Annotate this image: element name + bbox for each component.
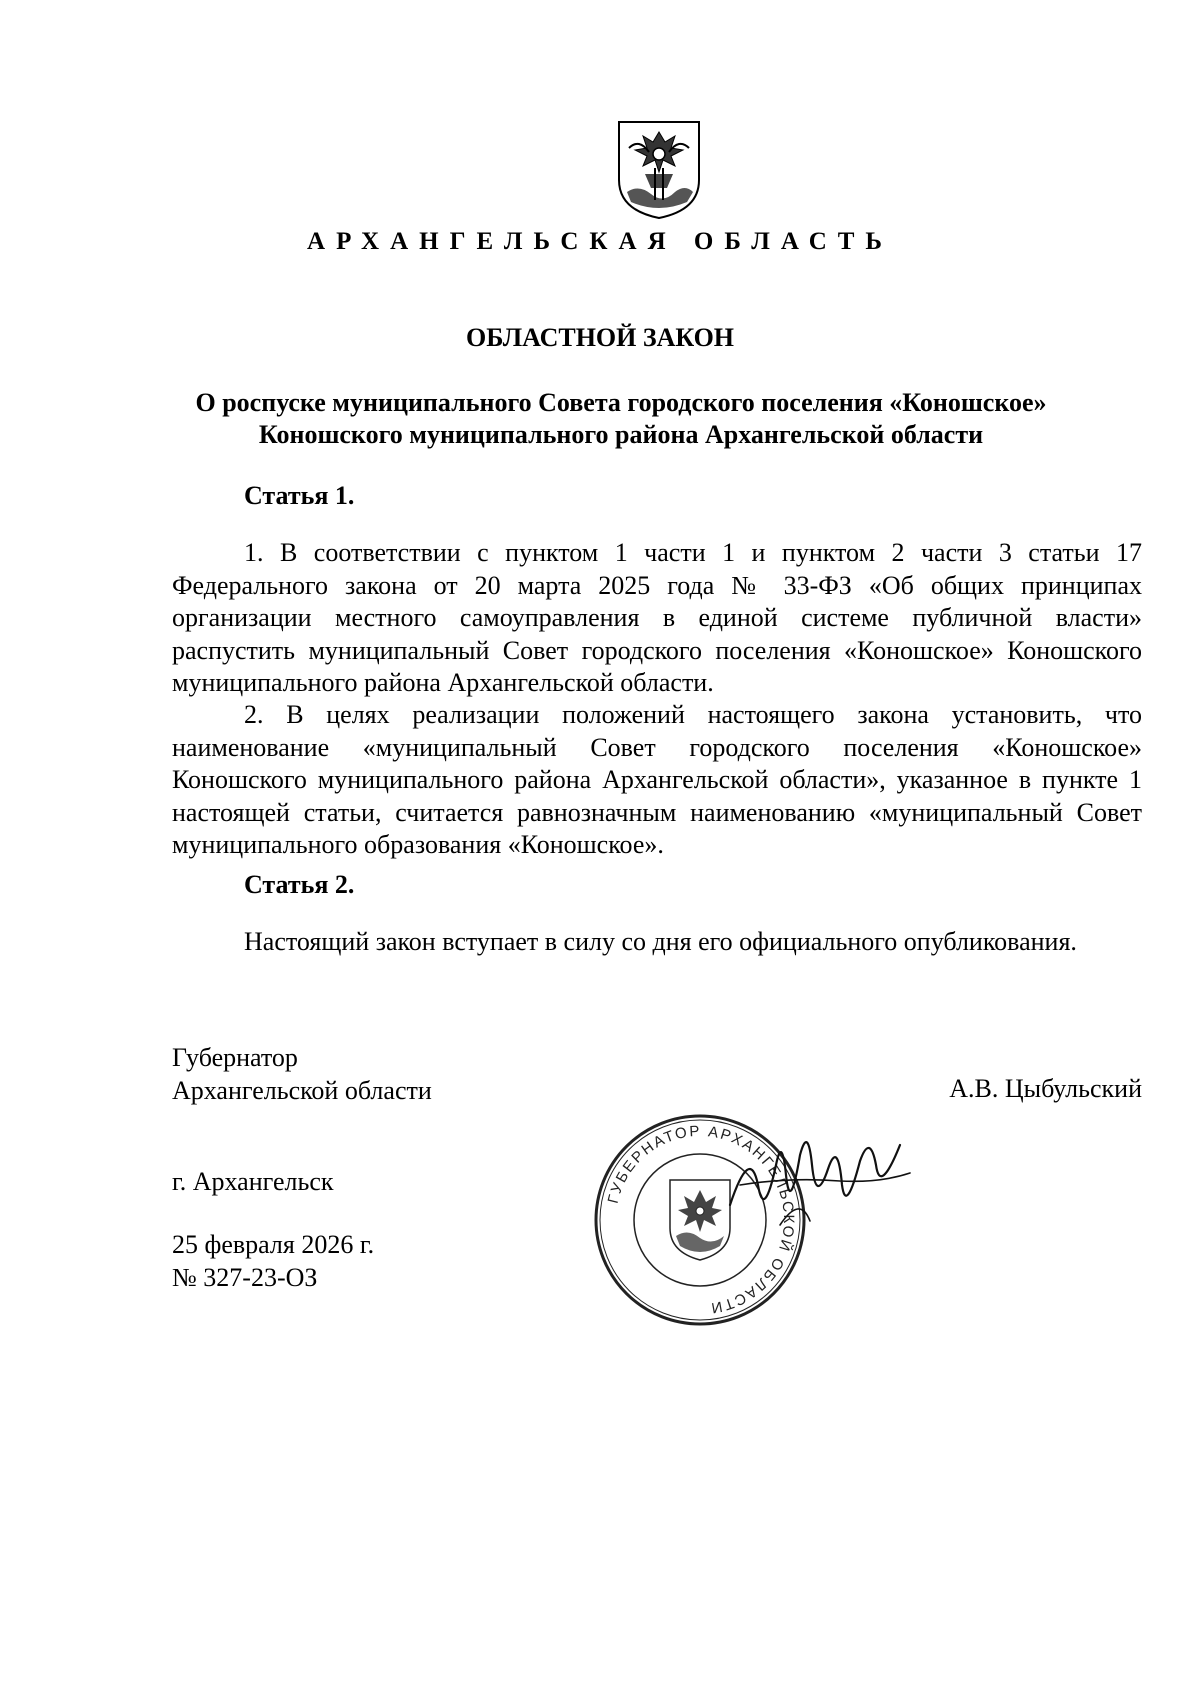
coat-of-arms-icon (615, 118, 703, 222)
handwritten-signature (720, 1125, 920, 1235)
article-1-heading: Статья 1. (244, 481, 355, 510)
svg-text:ГУБЕРНАТОР АРХАНГЕЛЬСКОЙ ОБЛАС: ГУБЕРНАТОР АРХАНГЕЛЬСКОЙ ОБЛАСТИ (604, 1122, 798, 1317)
governor-name: А.В. Цыбульский (949, 1074, 1142, 1103)
date-number-block (172, 1228, 374, 1294)
region-name: АРХАНГЕЛЬСКАЯ ОБЛАСТЬ (307, 228, 893, 255)
governor-position (172, 1041, 432, 1107)
article-1-paragraph-2: 2. В целях реализации положений настоящего закона установить, что наименование «муниципальный Совет городского поселения «Коношское» Коношского муниципального района Архангельской области», указанное в пункте 1 настоящей статьи, считается равнозначным наименованию «муниципальный Совет муниципального образования «Коношское». (172, 700, 1142, 859)
law-type-heading: ОБЛАСТНОЙ ЗАКОН (465, 323, 735, 352)
law-number: № 327-23-ОЗ (172, 1263, 318, 1292)
article-1-paragraph-1: 1. В соответствии с пунктом 1 части 1 и пунктом 2 части 3 статьи 17 Федерального закона от 20 марта 2025 года № 33-ФЗ «Об общих принципах организации местного самоуправления в единой системе публичной власти» распустить муниципальный Совет городского поселения «Коношское» Коношского муниципального района Архангельской области. (172, 538, 1142, 697)
law-title: О роспуске муниципального Совета городского поселения «Коношское» Коношского муниципального района Архангельской области (195, 388, 1047, 449)
law-date: 25 февраля 2026 г. (172, 1230, 375, 1259)
governor-position-line1: Губернатор (172, 1043, 298, 1072)
city: г. Архангельск (172, 1167, 334, 1196)
governor-position-line2: Архангельской области (172, 1076, 432, 1105)
article-2-heading: Статья 2. (244, 870, 355, 899)
article-2-paragraph-1: Настоящий закон вступает в силу со дня его официального опубликования. (244, 927, 1077, 956)
